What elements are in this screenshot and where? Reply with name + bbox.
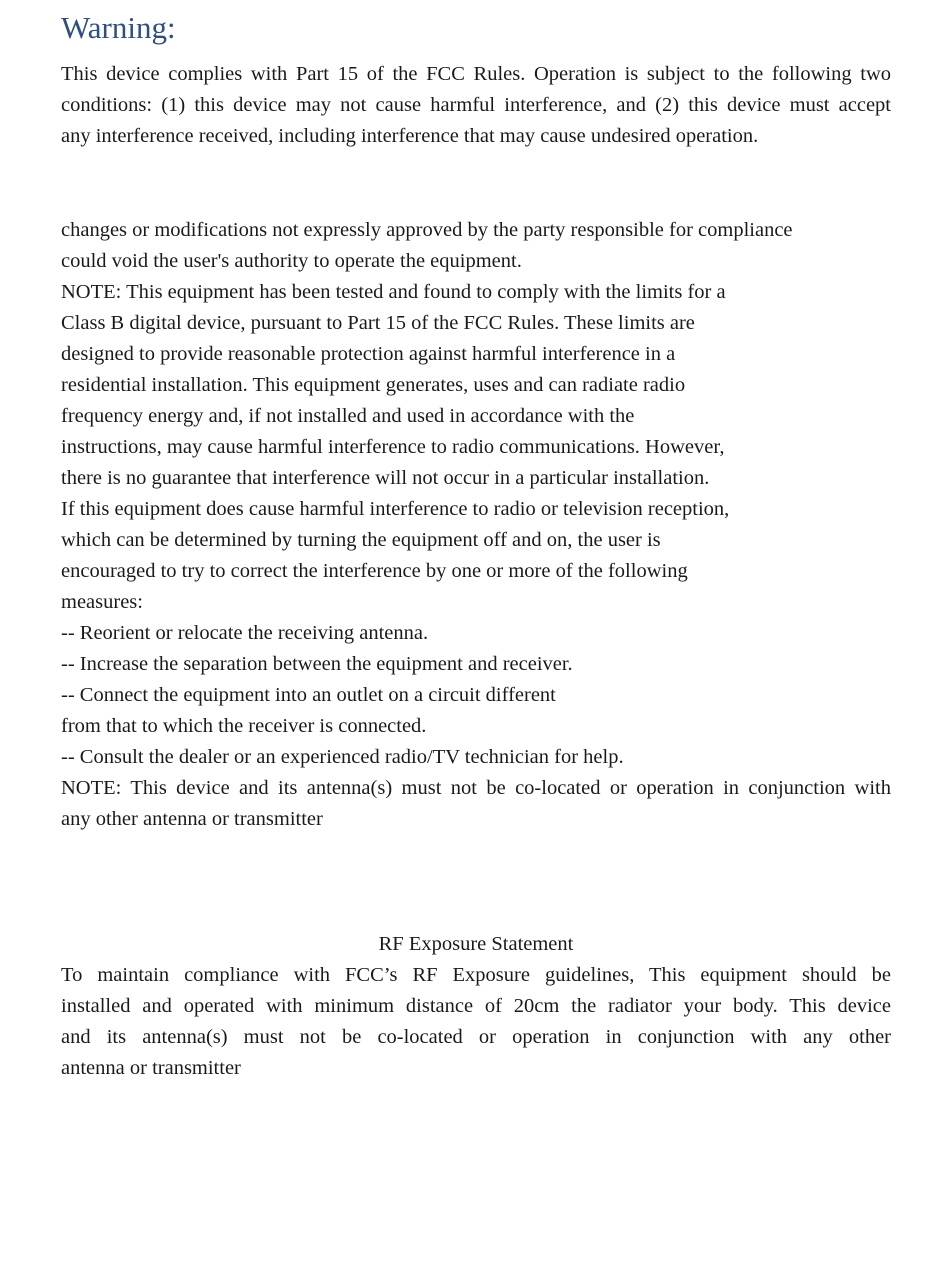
warning-heading: Warning:: [61, 10, 176, 45]
body-line-11: which can be determined by turning the equipment off and on, the user is: [61, 529, 661, 551]
body-line-7: frequency energy and, if not installed and used in accordance with the: [61, 405, 635, 427]
rf-line-4: antenna or transmitter: [61, 1057, 241, 1079]
body-line-5: designed to provide reasonable protection against harmful interference in a: [61, 343, 676, 365]
body-line-2: could void the user's authority to operate the equipment.: [61, 250, 522, 272]
body-line-16: -- Connect the equipment into an outlet on a circuit different: [61, 684, 556, 706]
body-line-15: -- Increase the separation between the equipment and receiver.: [61, 653, 573, 675]
intro-line-2: conditions: (1) this device may not cause harmful interference, and (2) this device must accept: [61, 94, 891, 116]
body-line-20: any other antenna or transmitter: [61, 808, 323, 830]
body-line-14: -- Reorient or relocate the receiving antenna.: [61, 622, 429, 644]
body-line-4: Class B digital device, pursuant to Part 15 of the FCC Rules. These limits are: [61, 312, 695, 334]
rf-line-3: and its antenna(s) must not be co-located or operation in conjunction with any other: [61, 1026, 891, 1048]
rf-line-1: To maintain compliance with FCC’s RF Exposure guidelines, This equipment should be: [61, 964, 891, 986]
rf-line-2: installed and operated with minimum distance of 20cm the radiator your body. This device: [61, 995, 891, 1017]
body-line-10: If this equipment does cause harmful interference to radio or television reception,: [61, 498, 730, 520]
body-line-18: -- Consult the dealer or an experienced radio/TV technician for help.: [61, 746, 624, 768]
body-line-19: NOTE: This device and its antenna(s) must not be co-located or operation in conjunction with: [61, 777, 891, 799]
intro-line-3: any interference received, including interference that may cause undesired operation.: [61, 125, 759, 147]
body-line-13: measures:: [61, 591, 143, 613]
body-line-17: from that to which the receiver is connected.: [61, 715, 427, 737]
intro-line-1: This device complies with Part 15 of the FCC Rules. Operation is subject to the following two: [61, 63, 891, 85]
rf-exposure-title: RF Exposure Statement: [378, 933, 574, 955]
body-line-6: residential installation. This equipment generates, uses and can radiate radio: [61, 374, 686, 396]
body-line-12: encouraged to try to correct the interference by one or more of the following: [61, 560, 688, 582]
body-line-8: instructions, may cause harmful interference to radio communications. However,: [61, 436, 725, 458]
body-line-1: changes or modifications not expressly approved by the party responsible for compliance: [61, 219, 793, 241]
body-line-3: NOTE: This equipment has been tested and found to comply with the limits for a: [61, 281, 726, 303]
body-line-9: there is no guarantee that interference will not occur in a particular installation.: [61, 467, 710, 489]
